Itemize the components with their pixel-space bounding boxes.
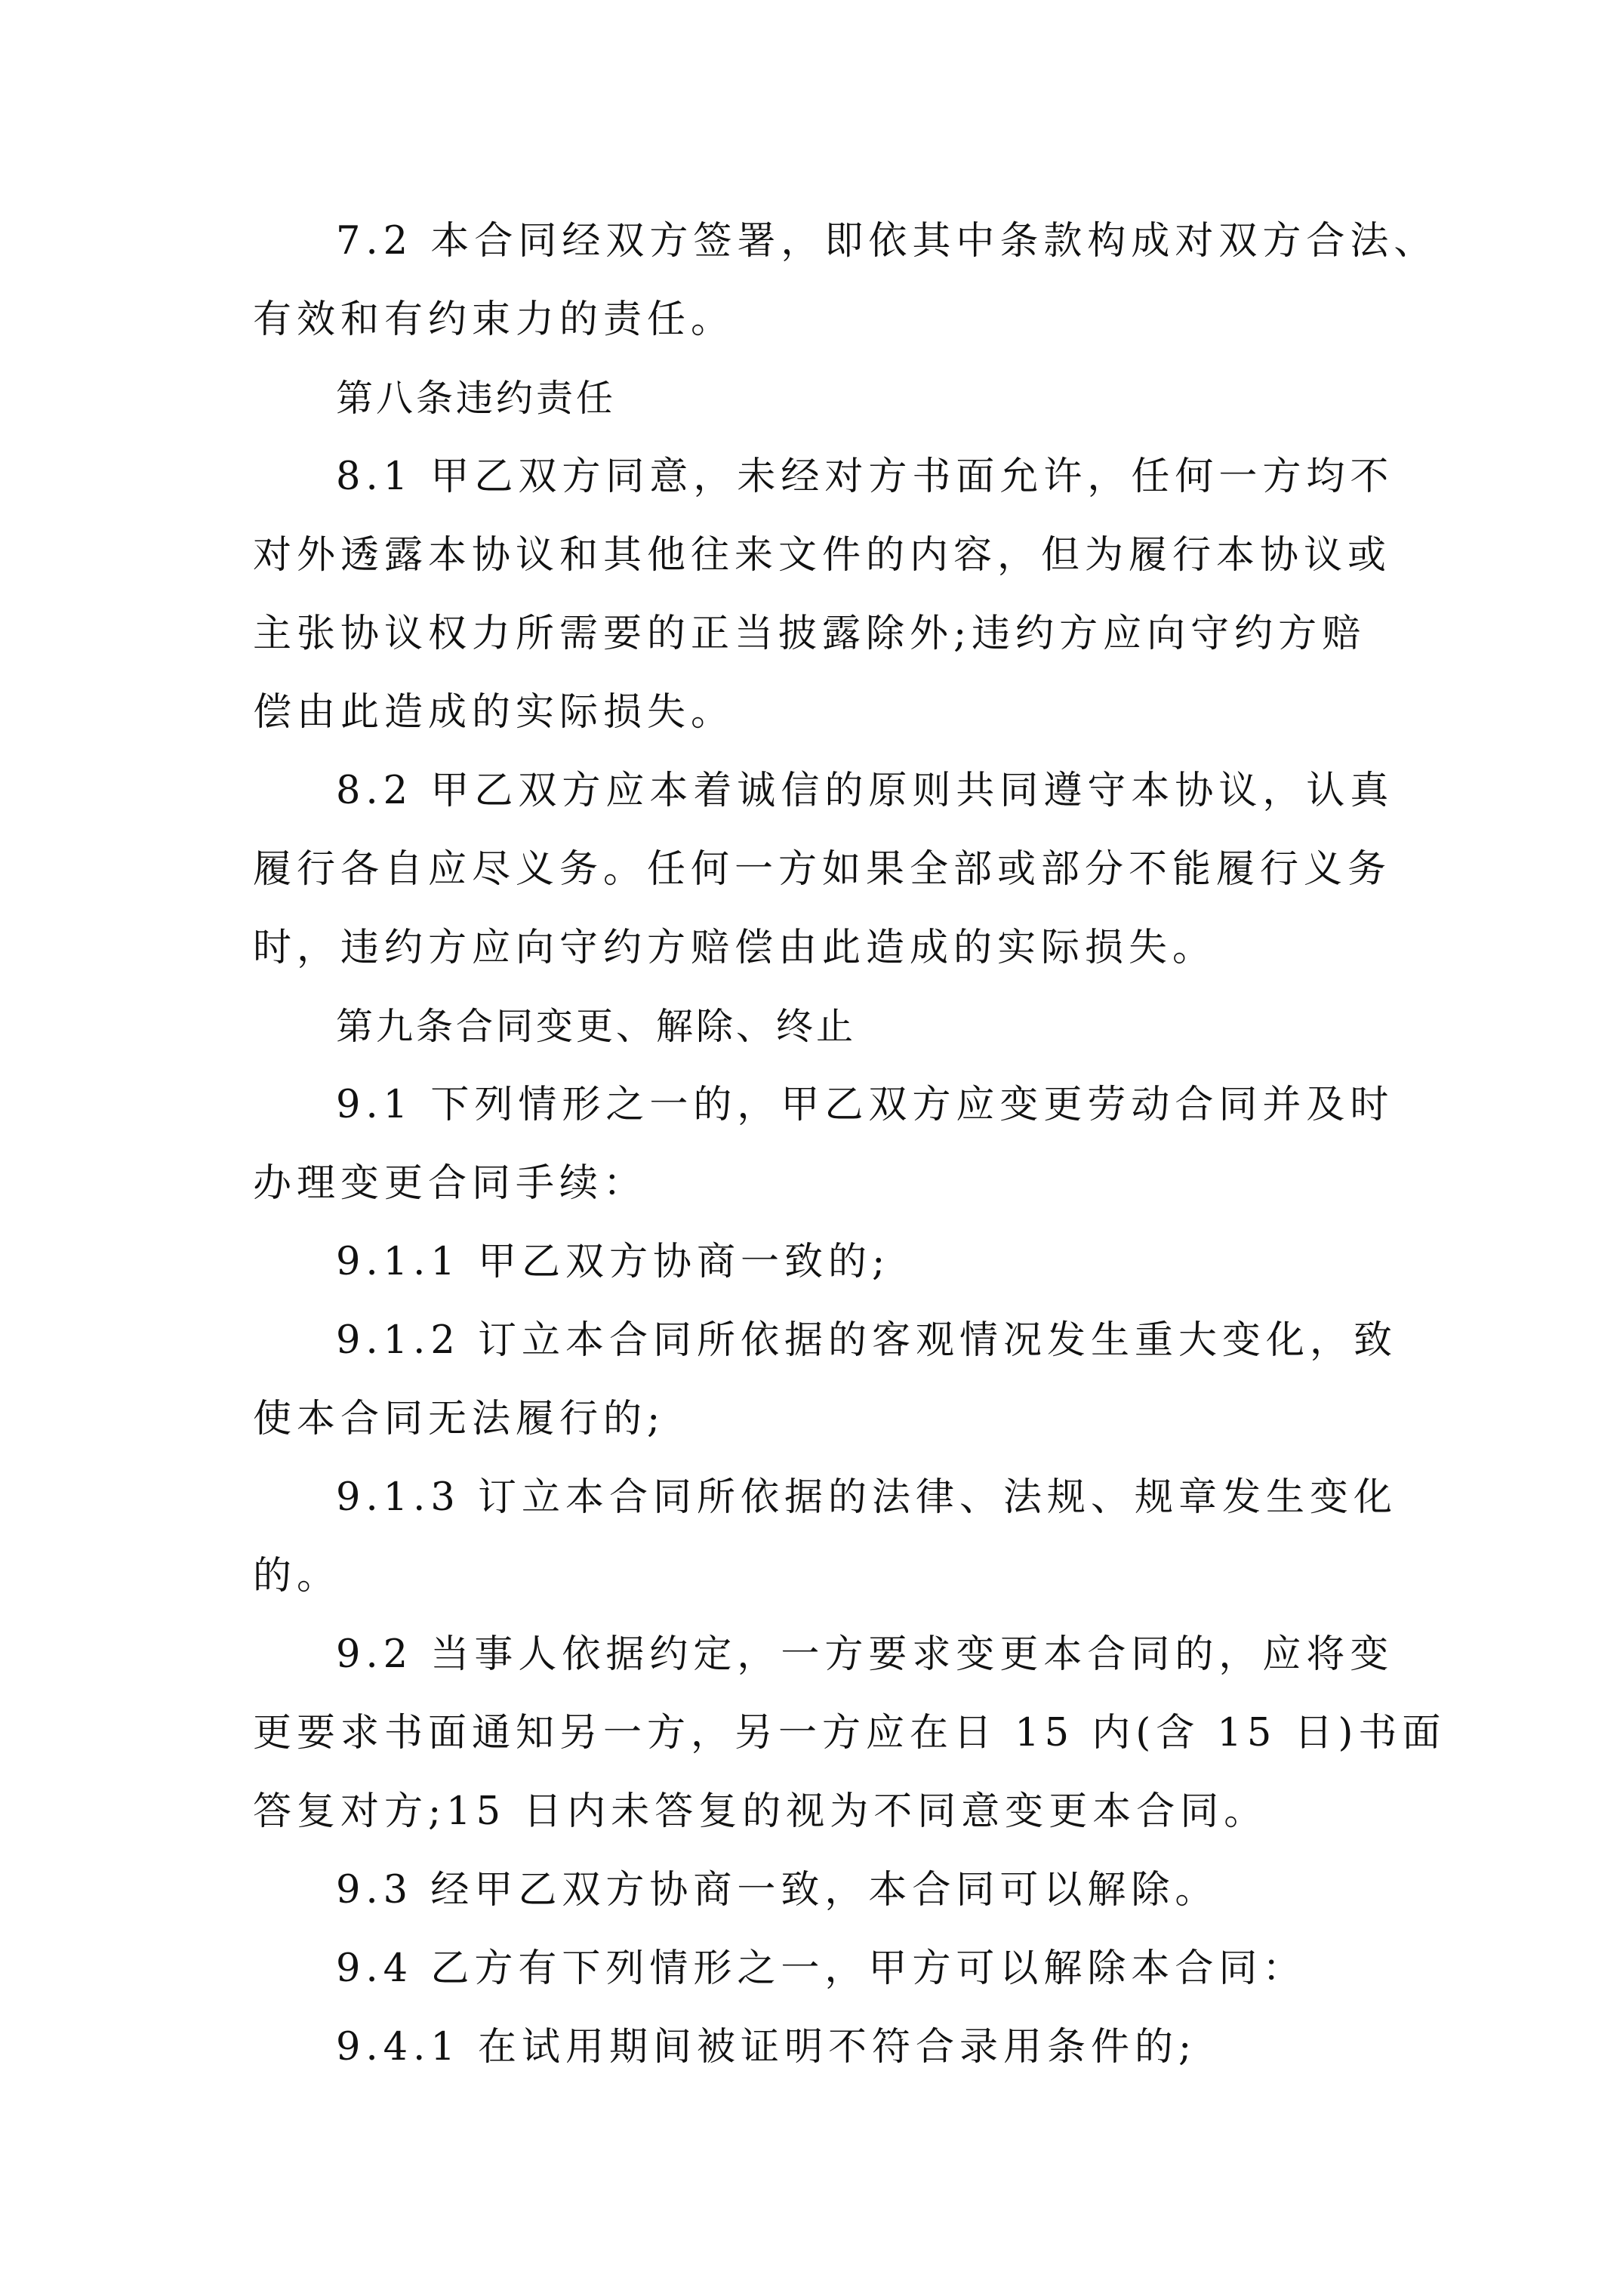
contract-text [253, 202, 1446, 2087]
clause-9-1-3-line-1: 9.1.3 订立本合同所依据的法律、法规、规章发生变化 [336, 1475, 1397, 1520]
clause-9-1-1: 9.1.1 甲乙双方协商一致的; [336, 1240, 891, 1284]
clause-9-1-2-line-1: 9.1.2 订立本合同所依据的客观情况发生重大变化，致 [336, 1318, 1397, 1363]
clause-8-2-line-1: 8.2 甲乙双方应本着诚信的原则共同遵守本协议，认真 [336, 769, 1394, 813]
clause-9-4: 9.4 乙方有下列情形之一，甲方可以解除本合同： [336, 1946, 1307, 1991]
article-9-heading: 第九条合同变更、解除、终止 [336, 1005, 857, 1048]
clause-9-1-3-line-2: 的。 [253, 1554, 341, 1598]
clause-9-4-1: 9.4.1 在试用期间被证明不符合录用条件的; [336, 2025, 1197, 2069]
clause-8-1-line-3: 主张协议权力所需要的正当披露除外;违约方应向守约方赔 [253, 612, 1366, 656]
clause-9-1-line-1: 9.1 下列情形之一的，甲乙双方应变更劳动合同并及时 [336, 1083, 1394, 1127]
clause-9-2-line-1: 9.2 当事人依据约定，一方要求变更本合同的，应将变 [336, 1632, 1394, 1677]
clause-7-2-line-1: 7.2 本合同经双方签署，即依其中条款构成对双方合法、 [336, 219, 1438, 264]
clause-9-3: 9.3 经甲乙双方协商一致，本合同可以解除。 [336, 1868, 1219, 1912]
clause-9-1-2-line-2: 使本合同无法履行的; [253, 1397, 666, 1441]
clause-9-2-line-3: 答复对方;15 日内未答复的视为不同意变更本合同。 [253, 1789, 1268, 1834]
clause-8-2-line-3: 时，违约方应向守约方赔偿由此造成的实际损失。 [253, 926, 1217, 970]
clause-8-1-line-2: 对外透露本协议和其他往来文件的内容，但为履行本协议或 [253, 533, 1392, 578]
article-8-heading: 第八条违约责任 [336, 377, 617, 420]
clause-8-1-line-1: 8.1 甲乙双方同意，未经对方书面允许，任何一方均不 [336, 455, 1394, 499]
clause-9-2-line-2: 更要求书面通知另一方，另一方应在日 15 内(含 15 日)书面 [253, 1711, 1446, 1755]
clause-8-1-line-4: 偿由此造成的实际损失。 [253, 690, 735, 735]
clause-8-2-line-2: 履行各自应尽义务。任何一方如果全部或部分不能履行义务 [253, 847, 1392, 892]
clause-7-2-line-2: 有效和有约束力的责任。 [253, 297, 735, 342]
clause-9-1-line-2: 办理变更合同手续： [253, 1161, 648, 1206]
